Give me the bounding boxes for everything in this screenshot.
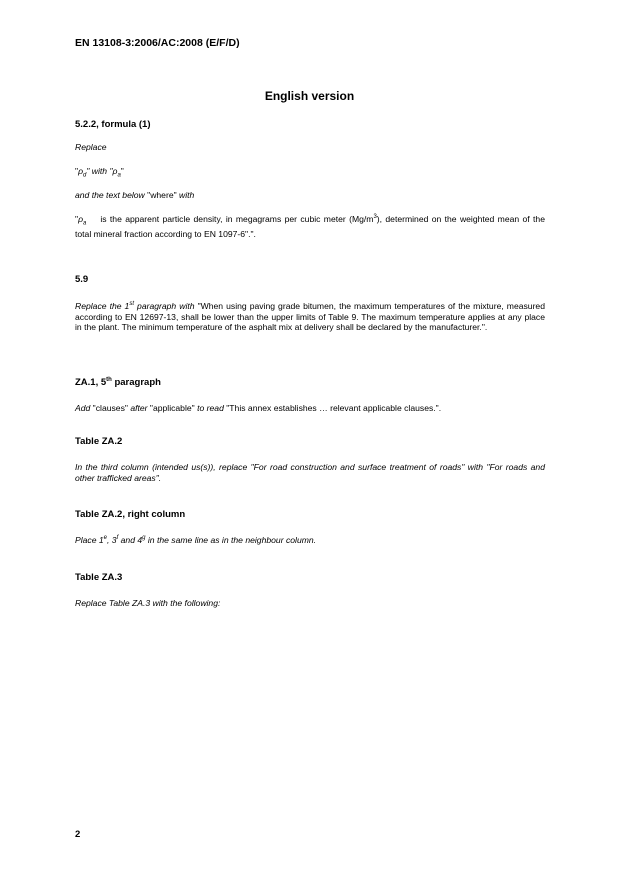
table-za2-right-instruction: Place 1e, 3$^f$ and 4$^g$ in the same line as in the neighbour column. bbox=[75, 535, 317, 545]
document-header: EN 13108-3:2006/AC:2008 (E/F/D) bbox=[75, 37, 240, 49]
table-za2-instruction: In the third column (intended us(s)), replace "For road construction and surface treatment of roads" with "For roads and other trafficked areas". bbox=[75, 462, 545, 483]
za1-instruction: Add "clauses" after "applicable" to read "This annex establishes … relevant applicable clauses.". bbox=[75, 403, 442, 413]
table-za3-instruction: Replace Table ZA.3 with the following: bbox=[75, 598, 221, 608]
density-definition: "$\rho_a$ is the apparent particle density, in megagrams per cubic meter $(Mg/m^3)$, determined on the weighted mean of the total mineral fraction according to EN 1097-6".". bbox=[75, 214, 545, 240]
replace-instruction: Replace bbox=[75, 142, 107, 152]
language-version-title: English version bbox=[264, 89, 355, 103]
section-heading-5-2-2: 5.2.2, formula (1) bbox=[75, 119, 151, 130]
symbol-replacement: "$\rho_d$" with "$\rho_a$" bbox=[75, 166, 124, 179]
where-text-instruction: and the text below "where" with bbox=[75, 190, 195, 200]
page-number: 2 bbox=[75, 829, 81, 840]
temperature-paragraph: Replace the 1st paragraph with "When using paving grade bitumen, the maximum temperatures of the mixture, measured according to EN 12697-13, shall be lower than the upper limits of Table 9. The maximum temperature applies at any place in the plant. The minimum temperature of the asphalt mix at delivery shall be declared by the manufacturer.". bbox=[75, 301, 545, 333]
section-heading-5-9: 5.9 bbox=[75, 274, 89, 285]
section-heading-za-1: ZA.1, 5th paragraph bbox=[75, 377, 161, 388]
section-heading-table-za-2-right: Table ZA.2, right column bbox=[75, 509, 186, 520]
section-heading-table-za-2: Table ZA.2 bbox=[75, 436, 123, 447]
section-heading-table-za-3: Table ZA.3 bbox=[75, 572, 123, 583]
